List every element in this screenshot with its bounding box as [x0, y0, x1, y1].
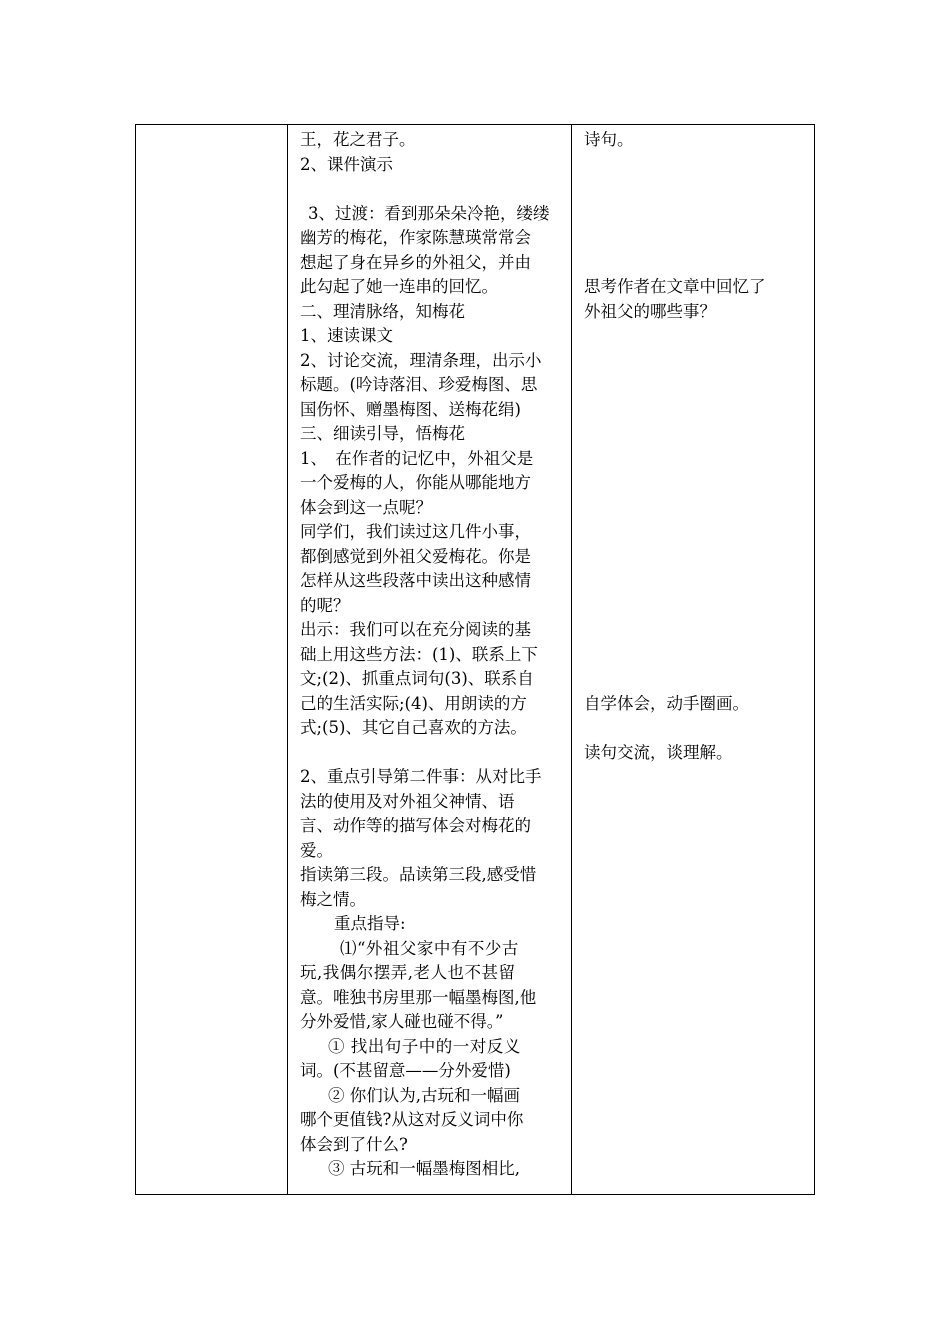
text-line: 怎样从这些段落中读出这种感情	[300, 571, 531, 590]
text-line: 诗句。	[584, 130, 634, 149]
table-column-student-activity	[572, 125, 816, 1194]
blank-line	[584, 716, 810, 741]
blank-line	[584, 226, 810, 251]
text-line: 都倒感觉到外祖父爱梅花。你是	[300, 546, 531, 566]
blank-line	[584, 398, 810, 423]
text-line: 1、 在作者的记忆中，外祖父是	[300, 448, 534, 468]
text-line: 3、过渡：看到那朵朵冷艳，缕缕	[308, 203, 550, 223]
text-line: 标题。(吟诗落泪、珍爱梅图、思	[300, 375, 538, 394]
blank-line	[584, 545, 810, 570]
text-line: ③ 古玩和一幅墨梅图相比,	[328, 1159, 520, 1178]
blank-line	[584, 667, 810, 692]
blank-line	[584, 643, 810, 668]
text-line: 言、动作等的描写体会对梅花的	[300, 816, 531, 835]
blank-line	[584, 496, 810, 521]
text-line: 王，花之君子。	[300, 130, 416, 149]
text-line: 外祖父的哪些事？	[584, 301, 716, 321]
text-line: 意。唯独书房里那一幅墨梅图,他	[300, 987, 537, 1007]
text-line: 爱。	[300, 840, 333, 860]
text-line: 词。(不甚留意——分外爱惜)	[300, 1061, 511, 1080]
blank-line	[584, 324, 810, 349]
text-line: 一个爱梅的人，你能从哪能地方	[300, 473, 531, 492]
text-line: 哪个更值钱?从这对反义词中你	[300, 1110, 524, 1129]
text-line: ① 找出句子中的一对反义	[328, 1036, 521, 1056]
blank-line	[584, 447, 810, 472]
blank-line	[584, 251, 810, 276]
blank-line	[584, 569, 810, 594]
blank-line	[584, 349, 810, 374]
blank-line	[584, 471, 810, 496]
blank-line	[584, 618, 810, 643]
blank-line	[584, 177, 810, 202]
blank-line	[584, 373, 810, 398]
text-line: 读句交流，谈理解。	[584, 742, 733, 762]
text-line: 自学体会，动手圈画。	[584, 693, 749, 713]
text-line: 2、讨论交流，理清条理，出示小	[300, 350, 542, 370]
text-line: 同学们，我们读过这几件小事，	[300, 522, 531, 541]
text-line: 出示：我们可以在充分阅读的基	[300, 620, 531, 639]
text-line: 重点指导:	[334, 914, 406, 933]
blank-line	[584, 202, 810, 227]
text-line: ② 你们认为,古玩和一幅画	[328, 1085, 520, 1105]
text-line: 玩,我偶尔摆弄,老人也不甚留	[300, 963, 516, 982]
text-line: 文;(2)、抓重点词句(3)、联系自	[300, 669, 534, 688]
text-line: 己的生活实际;(4)、用朗读的方	[300, 693, 527, 713]
text-line: 国伤怀、赠墨梅图、送梅花绢)	[300, 399, 521, 419]
text-line: 梅之情。	[300, 889, 366, 909]
table-column-left	[136, 125, 288, 1194]
text-line: 幽芳的梅花，作家陈慧瑛常常会	[300, 228, 531, 247]
text-line: ⑴“外祖父家中有不少古	[340, 938, 519, 958]
section-heading: 二、理清脉络，知梅花	[300, 301, 465, 321]
text-line: 式;(5)、其它自己喜欢的方法。	[300, 718, 527, 737]
blank-line	[584, 594, 810, 619]
text-line: 指读第三段。品读第三段,感受惜	[300, 865, 537, 884]
section-heading: 三、细读引导，悟梅花	[300, 424, 465, 443]
text-line: 此勾起了她一连串的回忆。	[300, 277, 498, 296]
text-line: 分外爱惜,家人碰也碰不得。”	[300, 1012, 504, 1031]
blank-line	[584, 422, 810, 447]
text-line: 2、重点引导第二件事：从对比手	[300, 767, 542, 786]
blank-line	[300, 741, 564, 766]
blank-line	[584, 153, 810, 178]
text-line: 法的使用及对外祖父神情、语	[300, 791, 515, 811]
text-line: 础上用这些方法：(1)、联系上下	[300, 644, 538, 664]
text-line: 的呢？	[300, 595, 350, 615]
text-line: 想起了身在异乡的外祖父，并由	[300, 252, 531, 272]
blank-line	[584, 520, 810, 545]
text-line: 思考作者在文章中回忆了	[584, 277, 766, 296]
table-column-teaching-process	[288, 125, 572, 1194]
lesson-plan-table	[135, 124, 815, 1195]
text-line: 体会到这一点呢？	[300, 497, 432, 517]
text-line: 2、课件演示	[300, 154, 393, 174]
blank-line	[300, 177, 564, 202]
text-line: 体会到了什么?	[300, 1134, 408, 1154]
text-line: 1、速读课文	[300, 326, 393, 345]
